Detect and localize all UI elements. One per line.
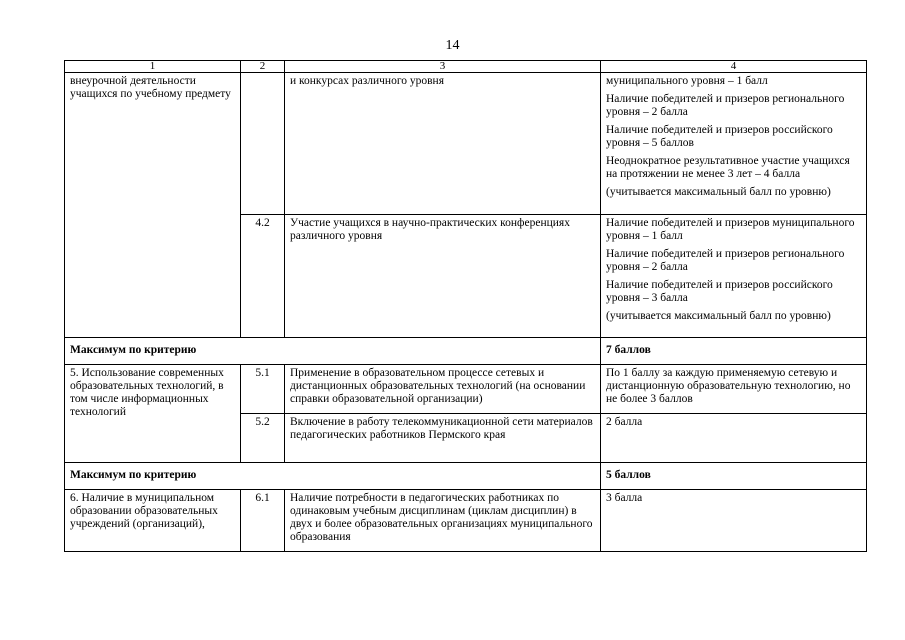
- indicator-number: 6.1: [241, 490, 285, 552]
- criteria-table: [64, 60, 867, 552]
- scoring-line: Наличие победителей и призеров регионального уровня – 2 балла: [606, 93, 845, 118]
- header-col-1: 1: [65, 61, 241, 73]
- max-value: 7 баллов: [601, 338, 867, 365]
- scoring-line: Наличие победителей и призеров российского уровня – 5 баллов: [606, 124, 833, 149]
- scoring-line: Наличие победителей и призеров регионального уровня – 2 балла: [606, 248, 845, 273]
- scoring-line: (учитывается максимальный балл по уровню): [606, 186, 831, 198]
- indicator-number: 5.1: [241, 365, 285, 414]
- scoring-line: Неоднократное результативное участие учащихся на протяжении не менее 3 лет – 4 балла: [606, 155, 850, 180]
- scoring-line: муниципального уровня – 1 балл: [606, 75, 768, 87]
- page-number: 14: [445, 38, 460, 53]
- criterion-cell: 5. Использование современных образовательных технологий, в том числе информационных технологий: [65, 365, 241, 463]
- table-row: [65, 365, 867, 414]
- table-row: [65, 73, 867, 215]
- criterion-cell: 6. Наличие в муниципальном образовании образовательных учреждений (организаций),: [65, 490, 241, 552]
- scoring-line: Наличие победителей и призеров муниципального уровня – 1 балл: [606, 217, 855, 242]
- indicator-number: [241, 73, 285, 215]
- indicator-description: Участие учащихся в научно-практических конференциях различного уровня: [285, 215, 601, 338]
- indicator-description: Включение в работу телекоммуникационной сети материалов педагогических работников Пермского края: [285, 414, 601, 463]
- header-row: [65, 61, 867, 73]
- max-value: 5 баллов: [601, 463, 867, 490]
- scoring-cell: [601, 73, 867, 215]
- header-col-3: 3: [285, 61, 601, 73]
- criterion-cell: внеурочной деятельности учащихся по учебному предмету: [65, 73, 241, 338]
- scoring-line: (учитывается максимальный балл по уровню): [606, 310, 831, 322]
- scoring-cell: [601, 215, 867, 338]
- indicator-description: Наличие потребности в педагогических работниках по одинаковым учебным дисциплинам (циклам дисциплин) в двух и более образовательных организациях муниципального образования: [285, 490, 601, 552]
- scoring-cell: По 1 баллу за каждую применяемую сетевую и дистанционную образовательную технологию, но не более 3 баллов: [601, 365, 867, 414]
- indicator-description: и конкурсах различного уровня: [285, 73, 601, 215]
- indicator-number: 5.2: [241, 414, 285, 463]
- header-col-4: 4: [601, 61, 867, 73]
- criterion-max-row: [65, 338, 867, 365]
- indicator-number: 4.2: [241, 215, 285, 338]
- scoring-line: Наличие победителей и призеров российского уровня – 3 балла: [606, 279, 833, 304]
- header-col-2: 2: [241, 61, 285, 73]
- scoring-cell: 2 балла: [601, 414, 867, 463]
- table-row: [65, 490, 867, 552]
- max-label: Максимум по критерию: [65, 463, 601, 490]
- max-label: Максимум по критерию: [65, 338, 601, 365]
- indicator-description: Применение в образовательном процессе сетевых и дистанционных образовательных технологий (на основании справки образовательной организации): [285, 365, 601, 414]
- criterion-max-row: [65, 463, 867, 490]
- scoring-cell: 3 балла: [601, 490, 867, 552]
